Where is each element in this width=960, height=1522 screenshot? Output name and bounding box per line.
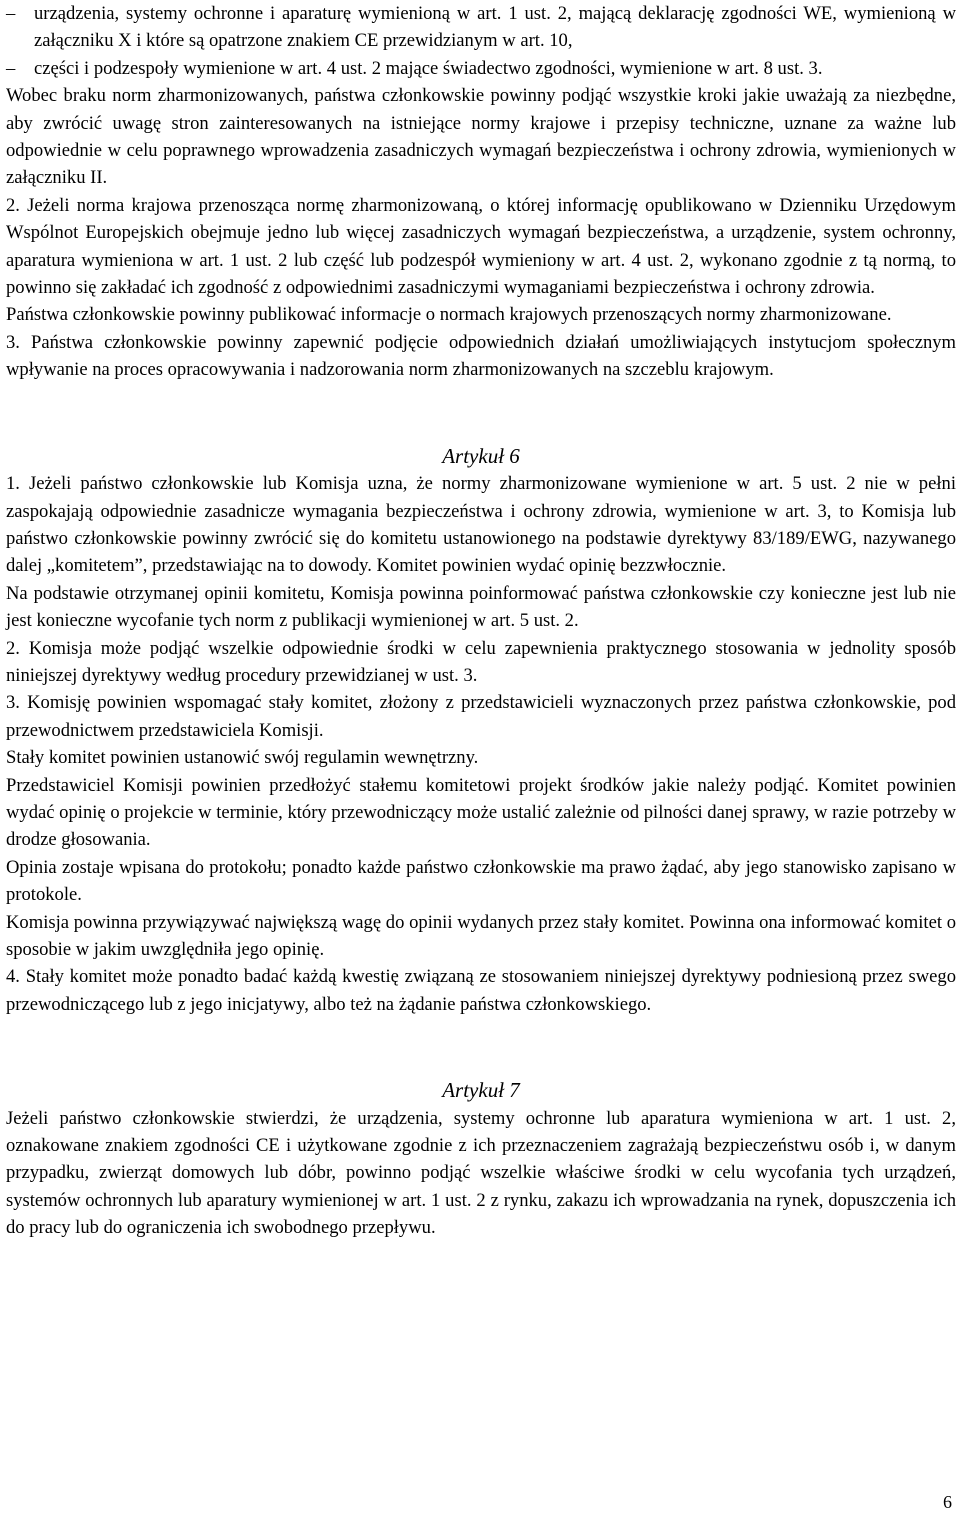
- paragraph: 2. Jeżeli norma krajowa przenosząca normę zharmonizowaną, o której informację opublikowano w Dzienniku Urzędowym Wspólnot Europejskich obejmuje jedno lub więcej zasadniczych wymagań bezpieczeństwa, a urządzenie, system ochronny, aparatura wymieniona w art. 1 ust. 2 lub część lub podzespół wymieniony w art. 4 ust. 2, wykonano zgodnie z tą normą, to powinno się zakładać ich zgodność z odpowiednimi zasadniczymi wymaganiami bezpieczeństwa i ochrony zdrowia.: [6, 194, 956, 299]
- list-item-text: części i podzespoły wymienione w art. 4 ust. 2 mające świadectwo zgodności, wymienione w art. 8 ust. 3.: [34, 57, 823, 79]
- list-item: [6, 55, 956, 82]
- article-7-title: Artykuł 7: [442, 1078, 520, 1103]
- article-6-title: Artykuł 6: [442, 443, 520, 468]
- paragraph: 4. Stały komitet może ponadto badać każdą kwestię związaną ze stosowaniem niniejszej dyrektywy podniesioną przez swego przewodniczącego lub z jego inicjatywy, albo też na żądanie państwa członkowskiego.: [6, 966, 956, 1015]
- paragraph: 3. Komisję powinien wspomagać stały komitet, złożony z przedstawicieli wyznaczonych przez państwa członkowskie, pod przewodnictwem przedstawiciela Komisji.: [6, 692, 956, 741]
- paragraph: Stały komitet powinien ustanowić swój regulamin wewnętrzny.: [6, 747, 479, 769]
- section-gap: [6, 384, 956, 443]
- paragraph: Przedstawiciel Komisji powinien przedłożyć stałemu komitetowi projekt środków jakie należy podjąć. Komitet powinien wydać opinię o projekcie w terminie, który przewodniczący może ustalić zależnie od pilności danej sprawy, w razie potrzeby w drodze głosowania.: [6, 774, 956, 851]
- paragraph: 1. Jeżeli państwo członkowskie lub Komisja uzna, że normy zharmonizowane wymienione w art. 5 ust. 2 nie w pełni zaspokajają odpowiednie zasadnicze wymagania bezpieczeństwa i ochrony zdrowia, wymienione w art. 3, to Komisja lub państwo członkowskie powinny zwrócić się do komitetu ustanowionego na podstawie dyrektywy 83/189/EWG, nazywanego dalej „komitetem”, przedstawiając na to dowody. Komitet powinien wydać opinię bezzwłocznie.: [6, 473, 956, 577]
- paragraph: Jeżeli państwo członkowskie stwierdzi, że urządzenia, systemy ochronne lub aparatura wymieniona w art. 1 ust. 2, oznakowane znakiem zgodności CE i użytkowane zgodnie z ich przeznaczeniem zagrażają bezpieczeństwu osób i, w danym przypadku, zwierząt domowych lub dóbr, powinno podjąć wszelkie właściwe środki w celu wycofania tych urządzeń, systemów ochronnych lub aparatury wymienionej w art. 1 ust. 2 z rynku, zakazu ich wprowadzania na rynek, dopuszczenia ich do pracy lub do ograniczenia ich swobodnego przepływu.: [6, 1107, 956, 1239]
- paragraph: 3. Państwa członkowskie powinny zapewnić podjęcie odpowiednich działań umożliwiających instytucjom społecznym wpływanie na proces opracowywania i nadzorowania norm zharmonizowanych na szczeblu krajowym.: [6, 331, 956, 381]
- section-gap: [6, 1018, 956, 1077]
- list-item: [6, 0, 956, 55]
- paragraph: Państwa członkowskie powinny publikować informacje o normach krajowych przenoszących normy zharmonizowane.: [6, 304, 892, 326]
- paragraph: Wobec braku norm zharmonizowanych, państwa członkowskie powinny podjąć wszystkie kroki jakie uważają za niezbędne, aby zwrócić uwagę stron zainteresowanych na istniejące normy krajowe i przepisy techniczne, uznane za ważne lub odpowiednie w celu poprawnego wprowadzenia zasadniczych wymagań bezpieczeństwa i ochrony zdrowia, wymienionych w załączniku II.: [6, 85, 956, 189]
- paragraph: Komisja powinna przywiązywać największą wagę do opinii wydanych przez stały komitet. Powinna ona informować komitet o sposobie w jakim uwzględniła jego opinię.: [6, 911, 956, 960]
- dash-bullet: –: [6, 3, 16, 24]
- list-item-text: urządzenia, systemy ochronne i aparaturę wymienioną w art. 1 ust. 2, mającą deklarację zgodności WE, wymienioną w załączniku X i które są opatrzone znakiem CE przewidzianym w art. 10,: [34, 3, 956, 52]
- page-number: 6: [943, 1491, 952, 1512]
- document-page: [6, 0, 956, 1242]
- paragraph: Na podstawie otrzymanej opinii komitetu, Komisja powinna poinformować państwa członkowskie czy konieczne jest lub nie jest konieczne wycofanie tych norm z publikacji wymienionej w art. 5 ust. 2.: [6, 582, 956, 632]
- paragraph: Opinia zostaje wpisana do protokołu; ponadto każde państwo członkowskie ma prawo żądać, aby jego stanowisko zapisano w protokole.: [6, 856, 956, 906]
- dash-bullet: –: [6, 57, 16, 79]
- paragraph: 2. Komisja może podjąć wszelkie odpowiednie środki w celu zapewnienia praktycznego stosowania w jednolity sposób niniejszej dyrektywy według procedury przewidzianej w ust. 3.: [6, 637, 956, 686]
